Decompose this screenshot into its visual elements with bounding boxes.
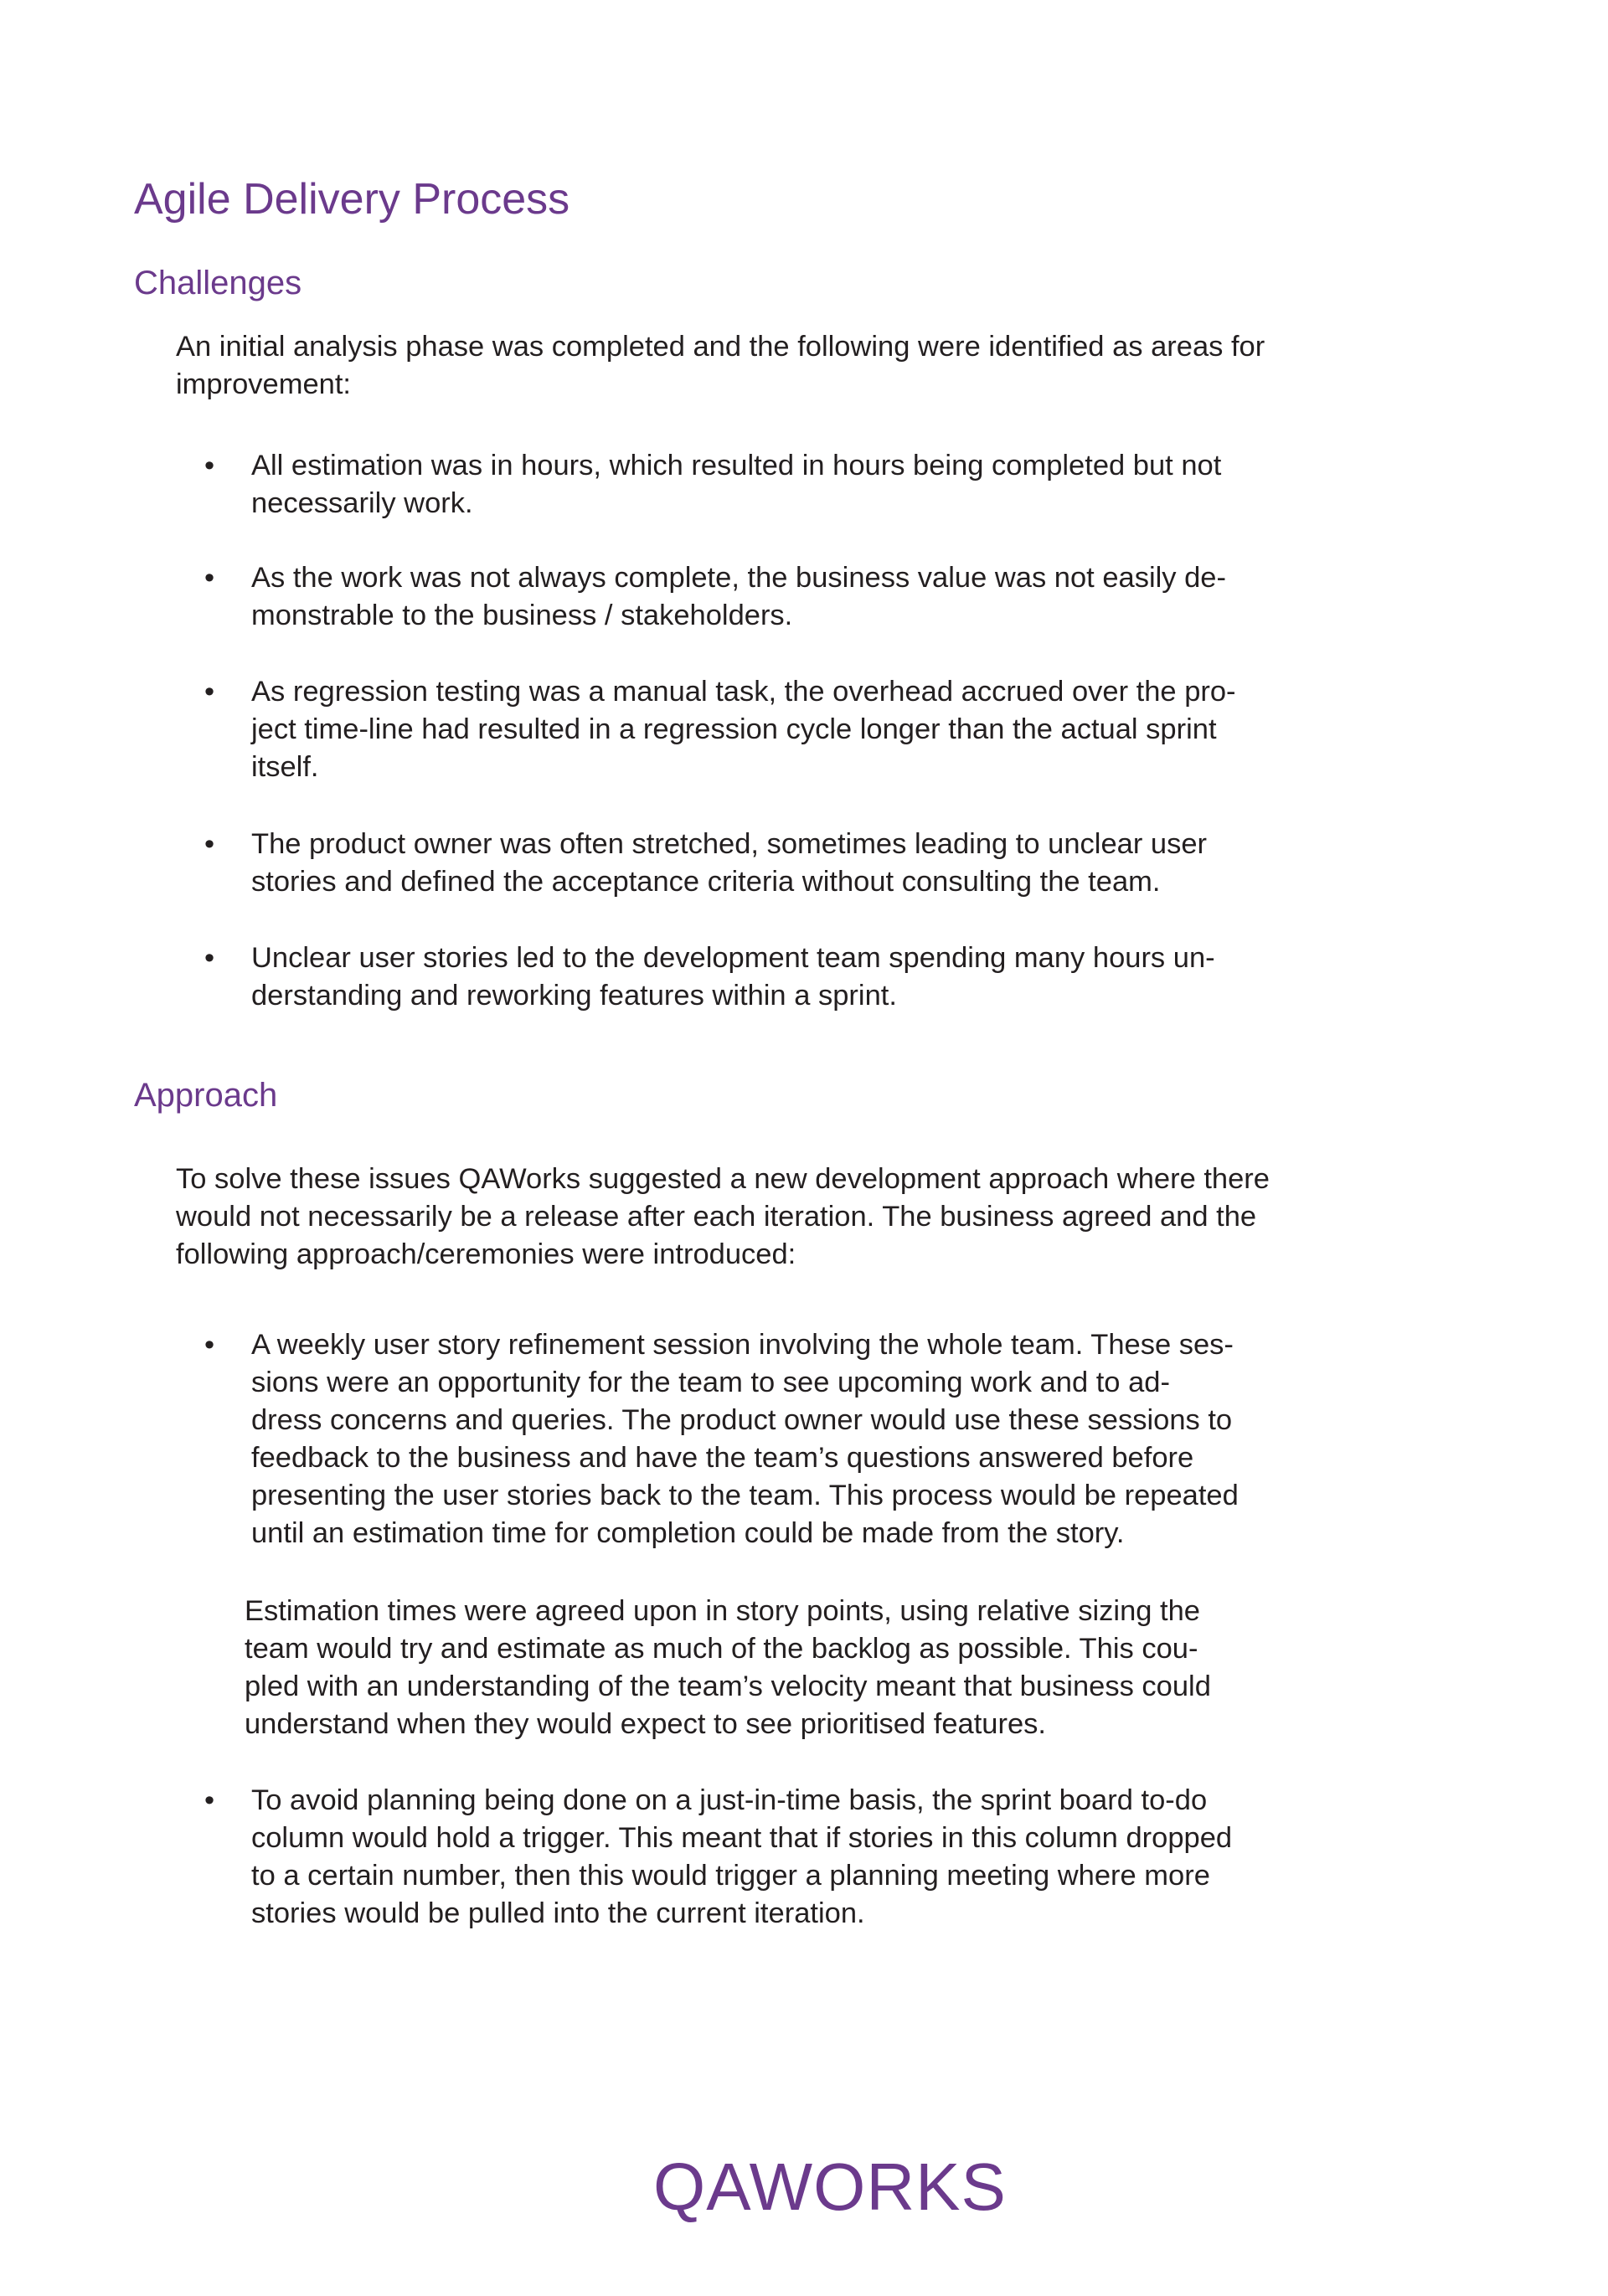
- challenges-intro: An initial analysis phase was completed and the following were identified as areas for improvement:: [176, 331, 1265, 400]
- bullet-icon: •: [204, 676, 215, 708]
- bullet-icon: •: [204, 450, 215, 481]
- bullet-icon: •: [204, 942, 215, 974]
- bullet-text: Unclear user stories led to the development team spending many hours un- derstanding and reworking features within a sprint.: [251, 942, 1215, 1012]
- bullet-text: A weekly user story refinement session involving the whole team. These ses- sions were an opportunity for the team to see upcoming work and to ad- dress concerns and queries. The product owner would use these sessions to feedback to the business and have the team’s questions answered before presenting the user stories back to the team. This process would be repeated until an estimation time for completion could be made from the story.: [251, 1329, 1239, 1549]
- estimation-paragraph: Estimation times were agreed upon in story points, using relative sizing the team would try and estimate as much of the backlog as possible. This cou- pled with an understanding of the team’s velocity meant that business could understand when they would expect to see prioritised features.: [245, 1595, 1211, 1740]
- bullet-text: The product owner was often stretched, sometimes leading to unclear user stories and defined the acceptance criteria without consulting the team.: [251, 828, 1208, 898]
- approach-heading: Approach: [134, 1077, 278, 1114]
- bullet-text: As the work was not always complete, the business value was not easily de- monstrable to the business / stakeholders.: [251, 562, 1226, 631]
- approach-intro: To solve these issues QAWorks suggested a new development approach where there would not necessarily be a release after each iteration. The business agreed and the following approach/ceremonies were introduced:: [176, 1163, 1270, 1270]
- bullet-icon: •: [204, 1329, 215, 1361]
- bullet-icon: •: [204, 1784, 215, 1816]
- bullet-text: All estimation was in hours, which resulted in hours being completed but not necessarily work.: [251, 450, 1222, 519]
- qaworks-logo: QAWORKS: [653, 2149, 1007, 2224]
- challenges-heading: Challenges: [134, 265, 302, 301]
- bullet-text: As regression testing was a manual task, the overhead accrued over the pro- ject time-line had resulted in a regression cycle longer than the actual sprint itself.: [251, 676, 1236, 783]
- bullet-text: To avoid planning being done on a just-in-time basis, the sprint board to-do column would hold a trigger. This meant that if stories in this column dropped to a certain number, then this would trigger a planning meeting where more stories would be pulled into the current iteration.: [251, 1784, 1233, 1929]
- page-title: Agile Delivery Process: [134, 175, 570, 224]
- bullet-icon: •: [204, 828, 215, 860]
- bullet-icon: •: [204, 562, 215, 594]
